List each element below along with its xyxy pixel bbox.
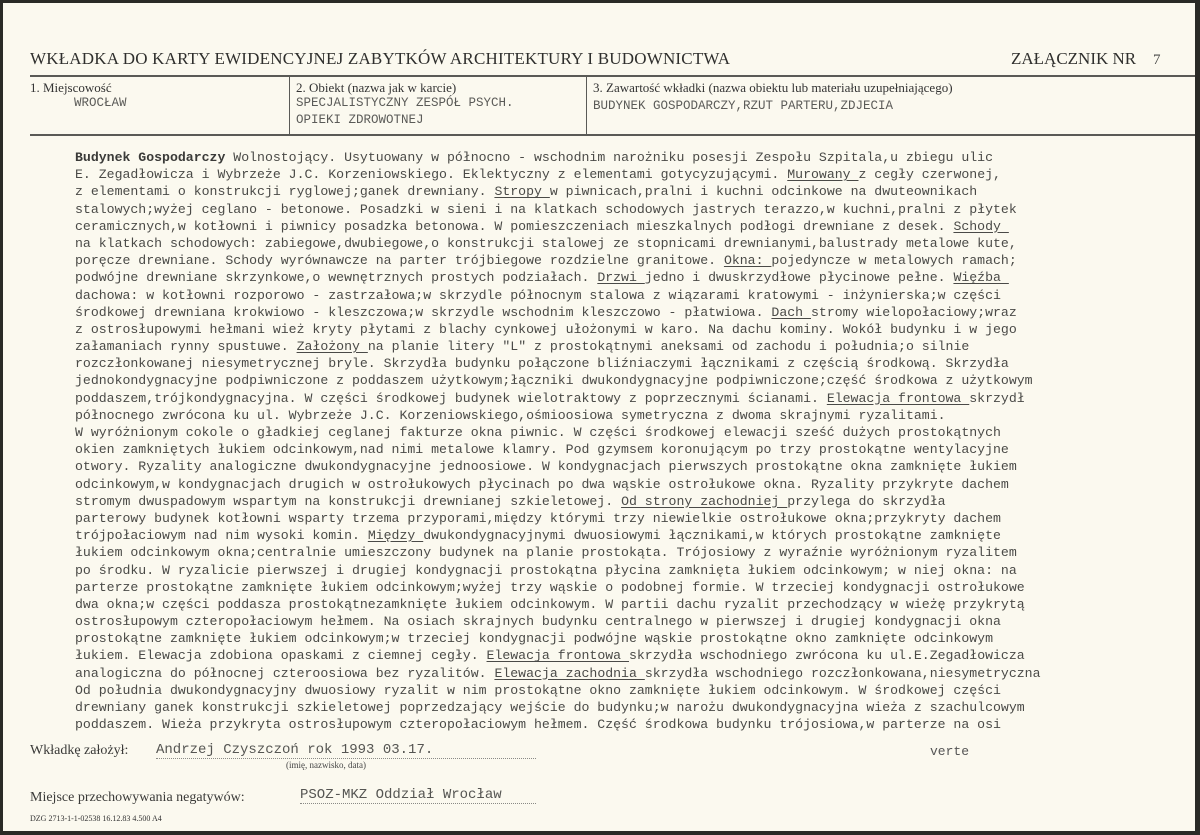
- description-line: [75, 407, 1115, 424]
- description-line: [75, 476, 1115, 493]
- locality-value: WROCŁAW: [74, 96, 127, 110]
- description-text: z elementami o konstrukcji ryglowej;ganek drewniany.: [75, 184, 495, 200]
- contents-label: 3. Zawartość wkładki (nazwa obiektu lub materiału uzupełniającego): [593, 80, 953, 95]
- description-line: [75, 441, 1115, 458]
- description-line: [75, 458, 1115, 475]
- section-keyword: Między: [367, 528, 424, 544]
- author-hint: (imię, nazwisko, data): [286, 760, 366, 770]
- description-line: [75, 544, 1115, 561]
- author-value: Andrzej Czyszczoń rok 1993 03.17.: [156, 742, 536, 759]
- section-keyword: Okna:: [723, 253, 772, 269]
- description-text: W wyróżnionym cokole o gładkiej ceglanej fakturze okna piwnic. W części środkowej elewacji sześć dużych prostokątnych: [75, 425, 1001, 440]
- inventory-insert-card: [3, 3, 1195, 831]
- section-keyword: Elewacja frontowa: [826, 390, 970, 406]
- document-title: WKŁADKA DO KARTY EWIDENCYJNEJ ZABYTKÓW ARCHITEKTURY I BUDOWNICTWA: [30, 49, 731, 68]
- description-text: stromy wielopołaciowy;wraz: [811, 304, 1017, 320]
- description-text: z ostrosłupowymi hełmani wież kryty płytami z blachy cynkowej ułożonymi w karo. Na dachu kominy. Wokół budynku i w jego: [75, 321, 1017, 337]
- description-line: [75, 716, 1115, 733]
- description-text: ceramicznych,w kotłowni i piwnicy posadzka betonowa. W pomieszczeniach mieszkalnych podłogi drewniane z desek.: [75, 218, 954, 234]
- description-text: otwory. Ryzality analogiczne dwukondygnacyjne jednoosiowe. W kondygnacjach pierwszych prostokątne okna zamknięte łukiem: [75, 459, 1017, 475]
- field-divider-1: [289, 77, 290, 134]
- description-text: odcinkowym,w kondygnacjach drugich w ostrołukowych płycinach po dwa wąskie ostrołukowe okna. Ryzality przykryte dachem: [75, 476, 1009, 492]
- description-line: [75, 647, 1115, 664]
- description-line: [75, 630, 1115, 647]
- description-line: [75, 390, 1115, 407]
- verte-note: verte: [930, 744, 970, 759]
- description-text: okien zamkniętych łukiem odcinkowym,nad nimi metalowe klamry. Pod gzymsem koronującym po trzy prostokątne wentylacyjne: [75, 442, 1009, 458]
- description-text: jednokondygnacyjne podpiwniczone z poddaszem użytkowym;łączniki dwukondygnacyjne podpiwniczone;część środkowa z użytkowym: [75, 373, 1033, 389]
- description-text: Od południa dwukondygnacyjny dwuosiowy ryzalit w nim prostokątne okno zamknięte łukiem odcinkowym. W środkowej części: [75, 682, 1001, 698]
- negatives-label: Miejsce przechowywania negatywów:: [30, 790, 245, 805]
- description-line: [75, 201, 1115, 218]
- description-line: [75, 149, 1115, 166]
- description-line: [75, 682, 1115, 699]
- header-bottom-rule: [30, 134, 1195, 136]
- description-text: poddaszem,trójkondygnacyjna. W części środkowej budynek wielotraktowy z poprzecznymi ścianami.: [75, 390, 827, 406]
- author-label: Wkładkę założył:: [30, 743, 129, 758]
- description-line: [75, 699, 1115, 716]
- description-text: Wolnostojący. Usytuowany w północno - wschodnim narożniku posesji Zespołu Szpitala,u zbiegu ulic: [225, 150, 994, 165]
- description-text: prostokątne zamknięte łukiem odcinkowym;w trzeciej kondygnacji podwójne wąskie prostokątne okno zamknięte odcinkowym: [75, 631, 993, 647]
- description-line: [75, 562, 1115, 579]
- description-line: [75, 613, 1115, 630]
- description-line: [75, 235, 1115, 252]
- description-text: w piwnicach,pralni i kuchni odcinkowe na dwuteownikach: [549, 184, 978, 200]
- description-line: [75, 304, 1115, 321]
- description-text: poddaszem. Wieża przykryta ostrosłupowym czteropołaciowym hełmem. Część środkowa budynku trójosiowa,w parterze na osi: [75, 717, 1001, 733]
- section-keyword: Założony: [296, 339, 368, 355]
- description-text: drewniany ganek konstrukcji szkieletowej poprzedzający wejście do budynku;w narożu dwukondygnacyjna wieża z szachulcowym: [75, 700, 1025, 715]
- description-text: dwukondygnacyjnymi dwuosiowymi łącznikami,w których prostokątne zamknięte: [423, 528, 1001, 544]
- description-text: parterze prostokątne zamknięte łukiem odcinkowym;wyżej trzy wąskie o podobnej formie. W trzeciej kondygnacji ostrołukowe: [75, 579, 1025, 595]
- section-keyword: Elewacja zachodnia: [494, 665, 645, 681]
- section-keyword: Drzwi: [597, 270, 645, 286]
- description-text: na planie litery "L" z prostokątnymi aneksami od zachodu i południa;o silnie: [367, 339, 970, 355]
- section-keyword: Schody: [953, 218, 1009, 234]
- description-line: [75, 665, 1115, 682]
- description-line: [75, 527, 1115, 544]
- description-line: [75, 287, 1115, 304]
- description-line: [75, 579, 1115, 596]
- description-line: [75, 183, 1115, 200]
- annex-number: 7: [1153, 52, 1161, 68]
- description-line: [75, 252, 1115, 269]
- print-code: DZG 2713-1-1-02538 16.12.83 4.500 A4: [30, 814, 162, 823]
- description-line: [75, 269, 1115, 286]
- description-text: stromym dwuspadowym wspartym na konstrukcji drewnianej szkieletowej.: [75, 493, 622, 509]
- description-text: podwójne drewniane skrzynkowe,o wewnętrznych prostych podziałach.: [75, 270, 598, 286]
- object-value-line2: OPIEKI ZDROWOTNEJ: [296, 113, 424, 127]
- negatives-value: PSOZ-MKZ Oddział Wrocław: [300, 787, 536, 804]
- description-line: [75, 372, 1115, 389]
- description-line: [75, 355, 1115, 372]
- contents-value: BUDYNEK GOSPODARCZY,RZUT PARTERU,ZDJECIA: [593, 99, 894, 113]
- description-text: na klatkach schodowych: zabiegowe,dwubiegowe,o konstrukcji stalowej ze stopnicami drewnianymi,balustrady metalowe kute,: [75, 235, 1017, 251]
- description-line: [75, 493, 1115, 510]
- building-description: [75, 149, 1115, 733]
- description-text: jedno i dwuskrzydłowe płycinowe pełne.: [644, 270, 954, 286]
- section-keyword: Elewacja frontowa: [486, 648, 629, 664]
- description-text: łukiem odcinkowym okna;centralnie umieszczony budynek na planie prostokąta. Trójosiowy z wyraźnie wyróżnionym ryzalitem: [75, 545, 1017, 561]
- description-text: skrzydła wschodniego zwrócona ku ul.E.Zegadłowicza: [628, 648, 1025, 664]
- description-text: przylega do skrzydła: [787, 493, 946, 509]
- description-line: [75, 218, 1115, 235]
- description-text: trójpołaciowym nad nim wysoki komin.: [75, 528, 368, 544]
- section-keyword: Od strony zachodniej: [621, 493, 788, 509]
- section-keyword: Dach: [771, 304, 811, 320]
- description-line: [75, 596, 1115, 613]
- object-label: 2. Obiekt (nazwa jak w karcie): [296, 80, 457, 95]
- description-line: [75, 166, 1115, 183]
- section-keyword: Więźba: [953, 270, 1009, 286]
- description-text: stalowych;wyżej ceglano - betonowe. Posadzki w sieni i na klatkach schodowych jastrych terazzo,w kuchni,pralni z płytek: [75, 201, 1017, 217]
- description-heading: Budynek Gospodarczy: [75, 150, 226, 165]
- description-line: [75, 338, 1115, 355]
- section-keyword: Murowany: [787, 167, 859, 183]
- description-text: dwa okna;w części poddasza prostokątnezamknięte łukiem odcinkowym. W partii dachu ryzalit przechodzący w wieżę przykrytą: [75, 596, 1025, 612]
- header: [3, 47, 1195, 71]
- description-text: skrzydł: [969, 390, 1025, 406]
- field-divider-2: [586, 77, 587, 134]
- description-text: poręcze drewniane. Schody wyrównawcze na parter trójbiegowe rozdzielne granitowe.: [75, 253, 724, 269]
- description-text: skrzydła wschodniego rozczłonkowana,niesymetryczna: [644, 665, 1041, 681]
- header-top-rule: [30, 75, 1195, 77]
- description-line: [75, 510, 1115, 527]
- description-text: dachowa: w kotłowni rozporowo - zastrzałowa;w skrzydle północnym stalowa z wiązarami kratowymi - inżynierska;w części: [75, 287, 1001, 303]
- description-text: analogiczna do północnej czteroosiowa bez ryzalitów.: [75, 665, 495, 681]
- description-text: rozczłonkowanej niesymetrycznej bryle. Skrzydła budynku połączone bliźniaczymi łącznikami z częścią środkową. Skrzydła: [75, 356, 1009, 372]
- annex-label: ZAŁĄCZNIK NR: [1011, 49, 1137, 68]
- description-text: łukiem. Elewacja zdobiona opaskami z ciemnej cegły.: [75, 648, 487, 664]
- description-text: środkowej drewniana krokwiowo - kleszczowa;w skrzydle wschodnim kleszczowo - płatwiowa.: [75, 304, 772, 320]
- description-text: parterowy budynek kotłowni wsparty trzema przyporami,między którymi trzy niewielkie ostrołukowe okna;przykryty dachem: [75, 510, 1001, 526]
- description-text: po środku. W ryzalicie pierwszej i drugiej kondygnacji prostokątna płycina zamknięta łukiem odcinkowym; w niej okna: na: [75, 562, 1017, 578]
- locality-label: 1. Miejscowość: [30, 80, 112, 95]
- description-line: [75, 321, 1115, 338]
- section-keyword: Stropy: [494, 184, 550, 200]
- description-line: [75, 424, 1115, 441]
- object-value-line1: SPECJALISTYCZNY ZESPÓŁ PSYCH.: [296, 96, 514, 110]
- description-text: z cegły czerwonej,: [858, 167, 1001, 183]
- description-text: E. Zegadłowicza i Wybrzeże J.C. Korzeniowskiego. Eklektyczny z elementami gotycyzującymi.: [75, 167, 788, 183]
- description-text: ostrosłupowym czteropołaciowym hełmem. Na osiach skrajnych budynku centralnego w pierwszej i drugiej kondygnacji okna: [75, 614, 1001, 630]
- description-text: północnego zwrócona ku ul. Wybrzeże J.C. Korzeniowskiego,ośmioosiowa symetryczna z dwoma skrajnymi ryzalitami.: [75, 407, 946, 423]
- description-text: pojedyncze w metalowych ramach;: [771, 253, 1017, 269]
- description-text: załamaniach rynny spustuwe.: [75, 339, 297, 355]
